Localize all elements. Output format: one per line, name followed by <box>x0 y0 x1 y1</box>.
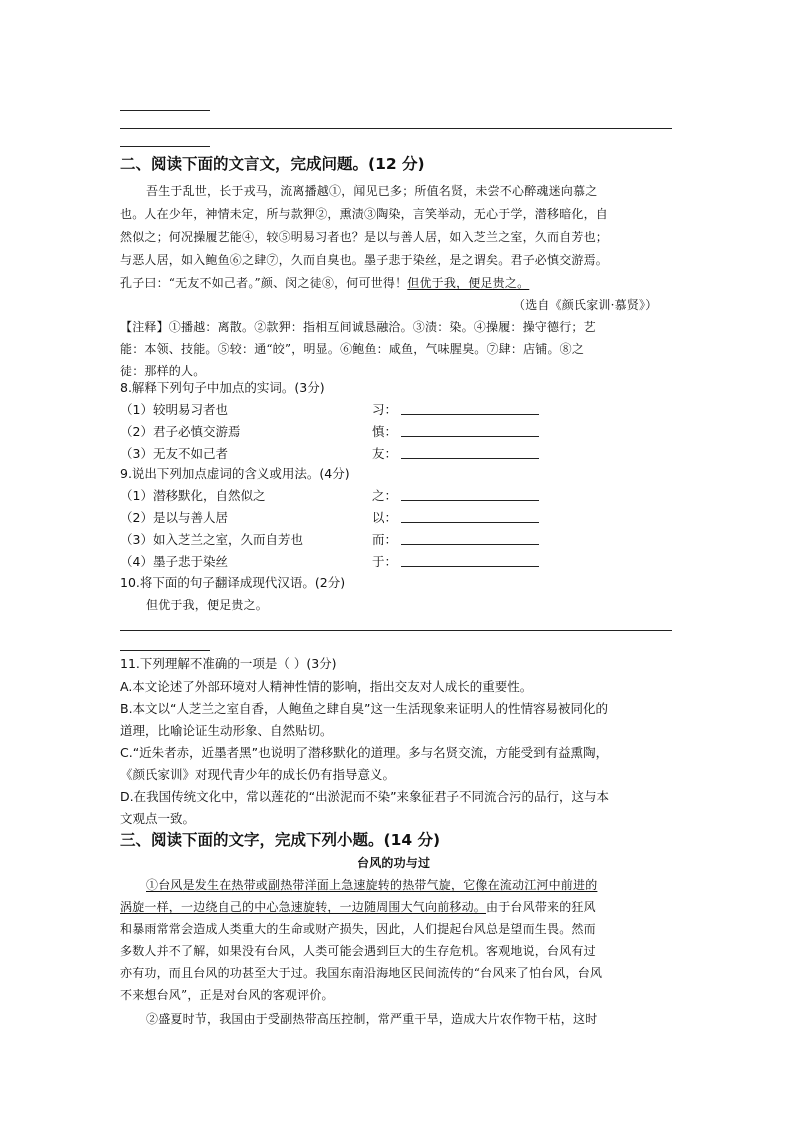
passage-underlined-sentence: 但优于我，便足贵之。 <box>407 276 530 290</box>
q11-option-b-cont: 道理，比喻论证生动形象、自然贴切。 <box>120 723 333 738</box>
q9-item-2: （2）是以与善人居 <box>120 510 228 525</box>
passage-line: 吾生于乱世，长于戎马，流离播越①，闻见已多；所值名贤，未尝不心醉魂迷向慕之 <box>146 184 598 198</box>
q11-option-d-cont: 文观点一致。 <box>120 811 196 826</box>
q10-stem: 10.将下面的句子翻译成现代汉语。(2分) <box>120 575 346 590</box>
q8-key-1: 习： <box>372 402 398 417</box>
passage-line-text: 孔子曰：“无友不如己者。”颜、闵之徒⑧，何可世得！ <box>120 276 408 290</box>
q9-key-1: 之： <box>372 488 398 503</box>
article-line: 多数人并不了解，如果没有台风，人类可能会遇到巨大的生存危机。客观地说，台风有过 <box>120 944 596 958</box>
q11-option-a[interactable]: A.本文论述了外部环境对人精神性情的影响，指出交友对人成长的重要性。 <box>120 679 533 694</box>
section3-heading: 三、阅读下面的文字，完成下列小题。(14 分) <box>120 831 441 849</box>
article-line-2 <box>120 898 596 915</box>
q9-answer-blank-3[interactable] <box>401 544 539 545</box>
q10-sentence: 但优于我，便足贵之。 <box>146 598 269 612</box>
passage-source: （选自《颜氏家训·慕贤》） <box>513 298 658 312</box>
answer-line-short-top <box>120 110 210 111</box>
article-line: 不来想台风”，正是对台风的客观评价。 <box>120 988 334 1002</box>
passage-line: 也。人在少年，神情未定，所与款狎②，熏渍③陶染，言笑举动，无心于学，潜移暗化，自 <box>120 207 609 221</box>
q9-item-4: （4）墨子悲于染丝 <box>120 554 228 569</box>
answer-line-short-top-2 <box>120 146 210 147</box>
q11-option-b[interactable]: B.本文以“人芝兰之室自香，人鲍鱼之肆自臭”这一生活现象来证明人的性情容易被同化的 <box>120 701 609 716</box>
q9-item-1: （1）潜移默化，自然似之 <box>120 488 266 503</box>
section2-heading: 二、阅读下面的文言文，完成问题。(12 分) <box>120 155 425 173</box>
q9-answer-blank-2[interactable] <box>401 522 539 523</box>
q8-item-2: （2）君子必慎交游焉 <box>120 424 241 439</box>
article-line-2-rest: 由于台风带来的狂风 <box>486 900 596 914</box>
passage-line: 然似之；何况操履艺能④，较⑤明易习者也？是以与善人居，如入芝兰之室，久而自芳也； <box>120 230 609 244</box>
article-underlined-line-2: 涡旋一样，一边绕自己的中心急速旋转，一边随周围大气向前移动。 <box>120 900 487 914</box>
passage-line: 与恶人居，如入鲍鱼⑥之肆⑦，久而自臭也。墨子悲于染丝，是之谓矣。君子必慎交游焉。 <box>120 253 609 267</box>
article-line: 和暴雨常常会造成人类重大的生命或财产损失，因此，人们提起台风总是望而生畏。然而 <box>120 922 596 936</box>
q11-option-c-cont: 《颜氏家训》对现代青少年的成长仍有指导意义。 <box>120 767 396 782</box>
q10-answer-line-short <box>120 650 210 651</box>
notes-line: 徒：那样的人。 <box>120 364 206 378</box>
q8-item-1: （1）较明易习者也 <box>120 402 228 417</box>
article-underlined-line-1: ①台风是发生在热带或副热带洋面上急速旋转的热带气旋，它像在流动江河中前进的 <box>146 878 598 892</box>
q8-answer-blank-1[interactable] <box>401 414 539 415</box>
q9-item-3: （3）如入芝兰之室，久而自芳也 <box>120 532 303 547</box>
q9-key-3: 而： <box>372 532 398 547</box>
answer-line-full-top <box>120 128 672 129</box>
q8-key-3: 友： <box>372 446 398 461</box>
q8-answer-blank-3[interactable] <box>401 458 539 459</box>
q11-stem: 11.下列理解不准确的一项是（ ）(3分) <box>120 656 337 671</box>
article-title: 台风的功与过 <box>357 856 431 870</box>
notes-line: 【注释】①播越：离散。②款狎：指相互间诚恳融洽。③渍：染。④操履：操守德行；艺 <box>120 320 596 334</box>
q8-answer-blank-2[interactable] <box>401 436 539 437</box>
passage-line-last <box>120 274 529 291</box>
q10-answer-line[interactable] <box>120 630 672 631</box>
article-paragraph-2: ②盛夏时节，我国由于受副热带高压控制，常严重干旱，造成大片农作物干枯，这时 <box>146 1012 598 1026</box>
q11-option-c[interactable]: C.“近朱者赤，近墨者黑”也说明了潜移默化的道理。多与名贤交流，方能受到有益熏陶， <box>120 745 609 760</box>
q11-option-d[interactable]: D.在我国传统文化中，常以莲花的“出淤泥而不染”来象征君子不同流合污的品行，这与本 <box>120 789 610 804</box>
q9-stem: 9.说出下列加点虚词的含义或用法。(4分) <box>120 466 350 481</box>
q9-answer-blank-4[interactable] <box>401 566 539 567</box>
article-line: 亦有功，而且台风的功甚至大于过。我国东南沿海地区民间流传的“台风来了怕台风，台风 <box>120 966 603 980</box>
q8-stem: 8.解释下列句子中加点的实词。(3分) <box>120 380 325 395</box>
q9-answer-blank-1[interactable] <box>401 500 539 501</box>
q8-key-2: 慎： <box>372 424 398 439</box>
notes-line: 能：本领、技能。⑤较：通“皎”，明显。⑥鲍鱼：咸鱼，气味腥臭。⑦肆：店铺。⑧之 <box>120 342 585 356</box>
q9-key-2: 以： <box>372 510 398 525</box>
q9-key-4: 于： <box>372 554 398 569</box>
q8-item-3: （3）无友不如己者 <box>120 446 228 461</box>
